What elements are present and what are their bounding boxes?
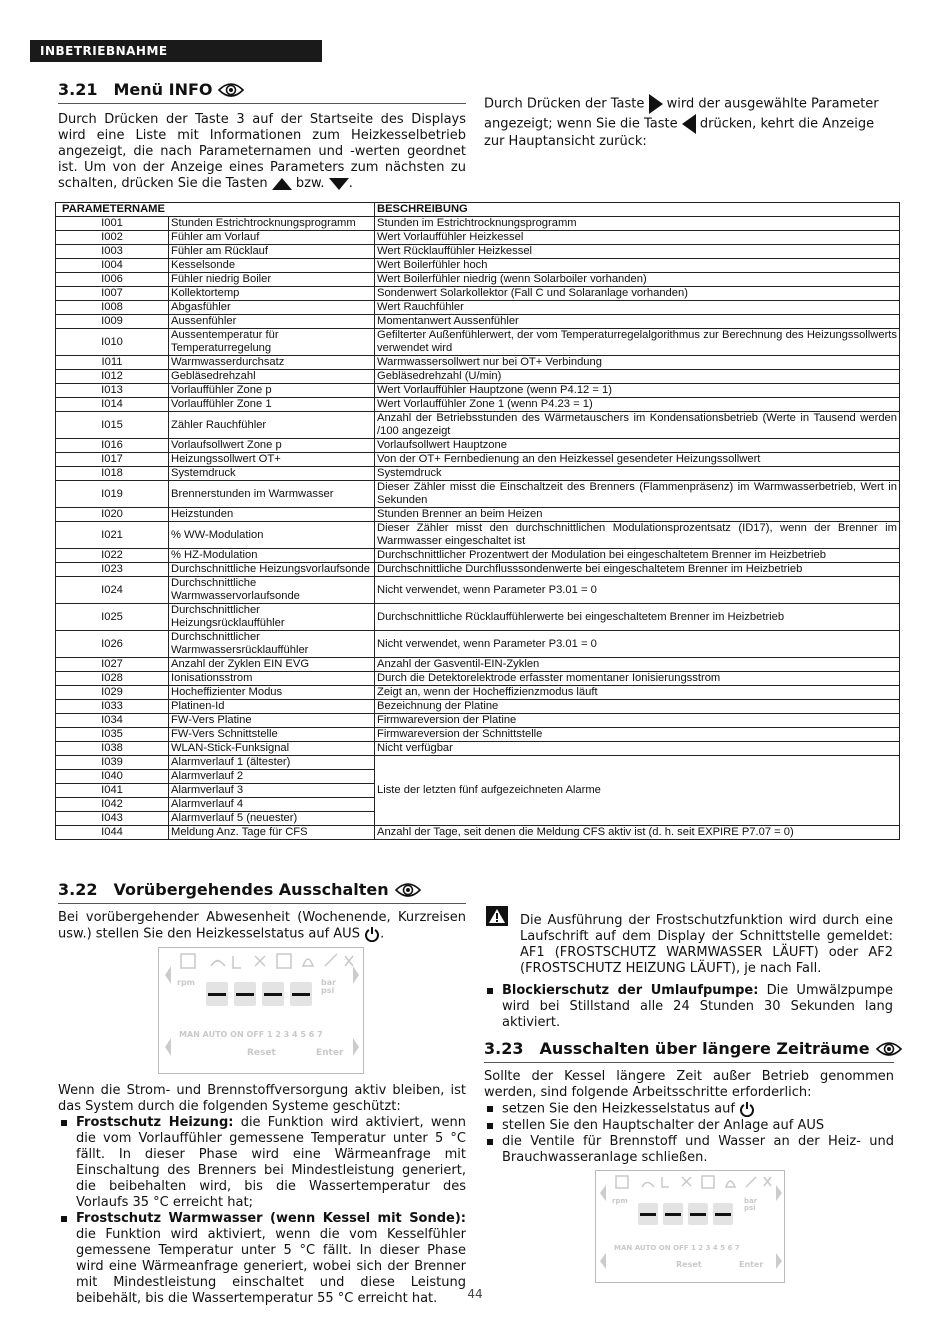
param-code: I015 xyxy=(56,412,169,439)
header-parametername: PARAMETERNAME xyxy=(56,203,375,217)
table-row xyxy=(56,508,900,522)
param-code: I024 xyxy=(56,577,169,604)
param-description: Durch die Detektorelektrode erfasster momentaner Ionisierungsstrom xyxy=(375,672,900,686)
param-name: % WW-Modulation xyxy=(169,522,375,549)
param-name: WLAN-Stick-Funksignal xyxy=(169,742,375,756)
section-3-23-title xyxy=(484,1039,902,1058)
param-code: I009 xyxy=(56,315,169,329)
param-name: Ionisationsstrom xyxy=(169,672,375,686)
arrow-down-icon xyxy=(329,178,349,190)
param-description: Momentanwert Aussenfühler xyxy=(375,315,900,329)
power-icon xyxy=(364,926,380,942)
table-row xyxy=(56,398,900,412)
param-name: Durchschnittliche Warmwasservorlaufsonde xyxy=(169,577,375,604)
bar-label: bar xyxy=(744,1197,758,1205)
param-name: Fühler am Vorlauf xyxy=(169,231,375,245)
nav-text-2: wird der ausgewählte Parameter angezeigt; wenn Sie die Taste xyxy=(484,96,879,132)
param-description: Wert Vorlauffühler Zone 1 (wenn P4.23 = 1) xyxy=(375,398,900,412)
param-description: Gefilterter Außenfühlerwert, der vom Temperaturregelalgorithmus zur Berechnung des Heizungssollwerts verwendet wird xyxy=(375,329,900,356)
section-number: 3.23 xyxy=(484,1039,524,1058)
param-code: I023 xyxy=(56,563,169,577)
table-row xyxy=(56,315,900,329)
table-row xyxy=(56,245,900,259)
param-description: Anzahl der Tage, seit denen die Meldung CFS aktiv ist (d. h. seit EXPIRE P7.07 = 0) xyxy=(375,826,900,840)
section-number: 3.21 xyxy=(58,80,98,99)
bullet-title: Frostschutz Heizung: xyxy=(76,1115,234,1130)
param-description: Nicht verwendet, wenn Parameter P3.01 = 0 xyxy=(375,631,900,658)
table-row xyxy=(56,356,900,370)
pump-list xyxy=(484,983,893,1031)
long-shutdown-intro: Sollte der Kessel längere Zeit außer Betrieb genommen werden, sind folgende Arbeitsschritte erforderlich: xyxy=(484,1069,894,1100)
param-description: Wert Boilerfühler niedrig (wenn Solarboiler vorhanden) xyxy=(375,273,900,287)
boiler-display xyxy=(595,1170,785,1283)
param-description: Anzahl der Gasventil-EIN-Zyklen xyxy=(375,658,900,672)
param-code: I029 xyxy=(56,686,169,700)
auto-label: AUTO xyxy=(634,1244,657,1252)
param-code: I002 xyxy=(56,231,169,245)
param-description: Wert Rauchfühler xyxy=(375,301,900,315)
param-name: Vorlauffühler Zone 1 xyxy=(169,398,375,412)
table-row xyxy=(56,329,900,356)
bullet-text: die Funktion wird aktiviert, wenn die vom Kesselfühler gemessene Temperatur unter 5 °C fällt. In dieser Phase wird eine Wärmeanfrage generiert, wobei sich der Brenner mit Mindestleistung einschaltet und diese Leistung beibehält, bis die Wassertemperatur 55 °C erreicht hat. xyxy=(76,1227,466,1306)
protection-list xyxy=(58,1115,466,1307)
step-text: setzen Sie den Heizkesselstatus auf xyxy=(502,1101,735,1117)
param-code: I035 xyxy=(56,728,169,742)
param-name: Durchschnittlicher Warmwassersrücklauffühler xyxy=(169,631,375,658)
rpm-label: rpm xyxy=(612,1197,628,1205)
auto-label: AUTO xyxy=(202,1030,228,1039)
eye-icon xyxy=(876,1041,902,1057)
param-code: I007 xyxy=(56,287,169,301)
param-description: Dieser Zähler misst die Einschaltzeit des Brenners (Flammenpräsenz) im Warmwasserbetrieb, Wert in Sekunden xyxy=(375,481,900,508)
param-description: Gebläsedrehzahl (U/min) xyxy=(375,370,900,384)
param-code: I033 xyxy=(56,700,169,714)
section-3-21-title xyxy=(58,80,244,99)
table-row xyxy=(56,631,900,658)
section-title-text: Menü INFO xyxy=(113,80,213,99)
param-name: Alarmverlauf 2 xyxy=(169,770,375,784)
param-name: Alarmverlauf 5 (neuester) xyxy=(169,812,375,826)
param-code: I008 xyxy=(56,301,169,315)
temp-shutdown-intro xyxy=(58,910,466,943)
param-name: Kesselsonde xyxy=(169,259,375,273)
param-description: Wert Vorlauffühler Heizkessel xyxy=(375,231,900,245)
reset-button[interactable]: Reset xyxy=(676,1260,702,1269)
param-description: Sondenwert Solarkollektor (Fall C und Solaranlage vorhanden) xyxy=(375,287,900,301)
param-name: Hocheffizienter Modus xyxy=(169,686,375,700)
arrow-right-icon xyxy=(649,94,663,114)
param-code: I042 xyxy=(56,798,169,812)
param-code: I012 xyxy=(56,370,169,384)
warning-icon xyxy=(486,906,508,926)
table-row xyxy=(56,672,900,686)
list-item xyxy=(484,1101,894,1118)
table-row xyxy=(56,577,900,604)
arrow-left-icon xyxy=(682,114,696,134)
table-row xyxy=(56,217,900,231)
param-description: Warmwassersollwert nur bei OT+ Verbindung xyxy=(375,356,900,370)
psi-label: psi xyxy=(321,986,335,995)
intro-text: Durch Drücken der Taste 3 auf der Startseite des Displays wird eine Liste mit Informationen zum Heizkesselbetrieb angezeigt, die nach Parameternamen und -werten geordnet ist. Um von der Anzeige eines Parameters zum nächsten zu schalten, drücken Sie die Tasten xyxy=(58,112,466,191)
param-description: Durchschnittliche Durchflusssondenwerte bei eingeschaltetem Brenner im Heizbetrieb xyxy=(375,563,900,577)
nav-text-3: drücken, kehrt die Anzeige zur Hauptansicht zurück: xyxy=(484,116,875,149)
param-code: I040 xyxy=(56,770,169,784)
param-code: I016 xyxy=(56,439,169,453)
param-name: Brennerstunden im Warmwasser xyxy=(169,481,375,508)
param-name: % HZ-Modulation xyxy=(169,549,375,563)
section-rule xyxy=(484,1062,894,1063)
table-row xyxy=(56,826,900,840)
param-name: Kollektortemp xyxy=(169,287,375,301)
step-text: die Ventile für Brennstoff und Wasser an der Heiz- und Brauchwasseranlage schließen. xyxy=(502,1133,894,1165)
lcd-digits xyxy=(636,1201,736,1227)
param-code: I004 xyxy=(56,259,169,273)
param-description: Von der OT+ Fernbedienung an den Heizkessel gesendeter Heizungssollwert xyxy=(375,453,900,467)
param-description: Systemdruck xyxy=(375,467,900,481)
table-row xyxy=(56,728,900,742)
param-name: Alarmverlauf 4 xyxy=(169,798,375,812)
shutdown-steps xyxy=(484,1101,894,1166)
param-description: Durchschnittlicher Prozentwert der Modulation bei eingeschaltetem Brenner im Heizbetrieb xyxy=(375,549,900,563)
param-name: Fühler am Rücklauf xyxy=(169,245,375,259)
param-code: I010 xyxy=(56,329,169,356)
param-code: I022 xyxy=(56,549,169,563)
param-code: I006 xyxy=(56,273,169,287)
param-code: I027 xyxy=(56,658,169,672)
param-name: Vorlaufsollwert Zone p xyxy=(169,439,375,453)
table-row xyxy=(56,231,900,245)
bullet-text: Die Umwälzpumpe wird bei Stillstand alle 24 Stunden 30 Sekunden lang aktiviert. xyxy=(502,983,893,1030)
table-row xyxy=(56,370,900,384)
param-name: Gebläsedrehzahl xyxy=(169,370,375,384)
table-row xyxy=(56,439,900,453)
parameter-table xyxy=(55,202,900,840)
param-code: I017 xyxy=(56,453,169,467)
bar-label: bar xyxy=(321,978,337,987)
table-row xyxy=(56,259,900,273)
param-code: I034 xyxy=(56,714,169,728)
enter-button[interactable]: Enter xyxy=(739,1260,764,1269)
table-row xyxy=(56,287,900,301)
protection-intro: Wenn die Strom- und Brennstoffversorgung aktiv bleiben, ist das System durch die folgenden Systeme geschützt: xyxy=(58,1083,466,1114)
section-header-bar xyxy=(30,40,322,62)
param-name: Heizstunden xyxy=(169,508,375,522)
param-description: Durchschnittliche Rücklauffühlerwerte bei eingeschaltetem Brenner im Heizbetrieb xyxy=(375,604,900,631)
param-code: I001 xyxy=(56,217,169,231)
param-name: Durchschnittlicher Heizungsrücklauffühler xyxy=(169,604,375,631)
param-code: I011 xyxy=(56,356,169,370)
param-name: Platinen-Id xyxy=(169,700,375,714)
table-header-row xyxy=(56,203,900,217)
param-code: I039 xyxy=(56,756,169,770)
param-name: Aussentemperatur für Temperaturregelung xyxy=(169,329,375,356)
enter-button[interactable]: Enter xyxy=(316,1048,344,1058)
section-label: INBETRIEBNAHME xyxy=(40,44,168,58)
table-row xyxy=(56,412,900,439)
display-mode-row xyxy=(179,1030,323,1039)
param-code: I044 xyxy=(56,826,169,840)
param-name: Stunden Estrichtrocknungsprogramm xyxy=(169,217,375,231)
bullet-title: Frostschutz Warmwasser (wenn Kessel mit Sonde): xyxy=(76,1211,466,1226)
rpm-label: rpm xyxy=(177,978,196,987)
param-description: Wert Boilerfühler hoch xyxy=(375,259,900,273)
param-description: Firmwareversion der Platine xyxy=(375,714,900,728)
table-row xyxy=(56,604,900,631)
param-name: Vorlauffühler Zone p xyxy=(169,384,375,398)
section-rule xyxy=(58,903,466,904)
table-row xyxy=(56,481,900,508)
param-description: Stunden im Estrichtrocknungsprogramm xyxy=(375,217,900,231)
param-name: Durchschnittliche Heizungsvorlaufsonde xyxy=(169,563,375,577)
table-row xyxy=(56,563,900,577)
param-code: I019 xyxy=(56,481,169,508)
header-beschreibung: BESCHREIBUNG xyxy=(375,203,900,217)
param-code: I020 xyxy=(56,508,169,522)
bullet-title: Blockierschutz der Umlaufpumpe: xyxy=(502,983,759,998)
param-code: I014 xyxy=(56,398,169,412)
on-off-label: ON OFF xyxy=(658,1244,689,1252)
param-description: Firmwareversion der Schnittstelle xyxy=(375,728,900,742)
list-item xyxy=(484,1134,894,1166)
table-row xyxy=(56,301,900,315)
lcd-digits xyxy=(204,980,314,1008)
info-menu-intro xyxy=(58,112,466,192)
param-description: Wert Vorlauffühler Hauptzone (wenn P4.12 = 1) xyxy=(375,384,900,398)
param-name: Anzahl der Zyklen EIN EVG xyxy=(169,658,375,672)
param-code: I026 xyxy=(56,631,169,658)
man-label: MAN xyxy=(179,1030,200,1039)
page-number: 44 xyxy=(467,1287,483,1301)
list-item xyxy=(484,1118,894,1134)
arrow-up-icon xyxy=(272,178,292,190)
table-row xyxy=(56,273,900,287)
param-code: I021 xyxy=(56,522,169,549)
param-description: Bezeichnung der Platine xyxy=(375,700,900,714)
param-description: Zeigt an, wenn der Hocheffizienzmodus läuft xyxy=(375,686,900,700)
man-label: MAN xyxy=(614,1244,633,1252)
param-name: Alarmverlauf 1 (ältester) xyxy=(169,756,375,770)
list-item xyxy=(58,1115,466,1211)
table-row xyxy=(56,384,900,398)
info-menu-navigation xyxy=(484,94,894,150)
param-name: FW-Vers Schnittstelle xyxy=(169,728,375,742)
psi-label: psi xyxy=(744,1204,756,1212)
display-mode-row xyxy=(614,1244,740,1252)
table-body xyxy=(56,217,900,840)
boiler-display xyxy=(158,947,364,1074)
section-3-22-title xyxy=(58,880,421,899)
param-name: Abgasfühler xyxy=(169,301,375,315)
param-code: I018 xyxy=(56,467,169,481)
param-name: FW-Vers Platine xyxy=(169,714,375,728)
param-code: I038 xyxy=(56,742,169,756)
param-name: Heizungssollwert OT+ xyxy=(169,453,375,467)
param-name: Aussenfühler xyxy=(169,315,375,329)
param-code: I041 xyxy=(56,784,169,798)
table-row xyxy=(56,549,900,563)
section-title-text: Vorübergehendes Ausschalten xyxy=(113,880,389,899)
section-title-text: Ausschalten über längere Zeiträume xyxy=(539,1039,870,1058)
table-row xyxy=(56,756,900,770)
table-row xyxy=(56,467,900,481)
param-description: Vorlaufsollwert Hauptzone xyxy=(375,439,900,453)
nav-text-1: Durch Drücken der Taste xyxy=(484,96,645,112)
section-number: 3.22 xyxy=(58,880,98,899)
param-description: Wert Rücklauffühler Heizkessel xyxy=(375,245,900,259)
table-row xyxy=(56,714,900,728)
bzw-text: bzw. xyxy=(295,176,325,191)
table-row xyxy=(56,522,900,549)
power-icon xyxy=(739,1101,755,1117)
reset-button[interactable]: Reset xyxy=(247,1048,276,1058)
param-name: Meldung Anz. Tage für CFS xyxy=(169,826,375,840)
param-code: I003 xyxy=(56,245,169,259)
table-row xyxy=(56,742,900,756)
intro-text: Bei vorübergehender Abwesenheit (Wochenende, Kurzreisen usw.) stellen Sie den Heizkesselstatus auf AUS xyxy=(58,910,466,942)
section-rule xyxy=(58,103,466,104)
on-off-label: ON OFF xyxy=(230,1030,265,1039)
step-text: stellen Sie den Hauptschalter der Anlage auf AUS xyxy=(502,1117,825,1133)
param-name: Warmwasserdurchsatz xyxy=(169,356,375,370)
param-name: Systemdruck xyxy=(169,467,375,481)
param-name: Alarmverlauf 3 xyxy=(169,784,375,798)
day-digits: 1 2 3 4 5 6 7 xyxy=(690,1244,740,1252)
param-code: I025 xyxy=(56,604,169,631)
table-row xyxy=(56,700,900,714)
table-row xyxy=(56,453,900,467)
period-text: . xyxy=(380,926,385,942)
param-description: Nicht verwendet, wenn Parameter P3.01 = 0 xyxy=(375,577,900,604)
param-description: Stunden Brenner an beim Heizen xyxy=(375,508,900,522)
param-description: Nicht verfügbar xyxy=(375,742,900,756)
param-code: I043 xyxy=(56,812,169,826)
period-text: . xyxy=(348,176,353,191)
alarm-history-description: Liste der letzten fünf aufgezeichneten Alarme xyxy=(375,756,900,826)
param-name: Fühler niedrig Boiler xyxy=(169,273,375,287)
table-row xyxy=(56,686,900,700)
param-name: Zähler Rauchfühler xyxy=(169,412,375,439)
param-code: I028 xyxy=(56,672,169,686)
eye-icon xyxy=(218,82,244,98)
list-item xyxy=(484,983,893,1031)
param-code: I013 xyxy=(56,384,169,398)
bullet-text: die Funktion wird aktiviert, wenn die vom Vorlauffühler gemessene Temperatur unter 5 °C fällt. In dieser Phase wird eine Wärmeanfrage mit Einschaltung des Brenners bei Mindestleistung generiert, die beibehalten wird, bis die Wassertemperatur des Vorlaufs 35 °C erreicht hat; xyxy=(76,1115,466,1210)
param-description: Anzahl der Betriebsstunden des Wärmetauschers im Kondensationsbetrieb (Werte in Tausend werden /100 angezeigt xyxy=(375,412,900,439)
eye-icon xyxy=(395,882,421,898)
param-description: Dieser Zähler misst den durchschnittlichen Modulationsprozentsatz (ID17), wenn der Brenner im Warmwasser eingeschaltet ist xyxy=(375,522,900,549)
frost-warning-text: Die Ausführung der Frostschutzfunktion wird durch eine Laufschrift auf dem Display der Schnittstelle gemeldet: AF1 (FROSTSCHUTZ WARMWASSER LÄUFT) oder AF2 (FROSTSCHUTZ HEIZUNG LÄUFT), je nach Fall. xyxy=(520,913,893,976)
day-digits: 1 2 3 4 5 6 7 xyxy=(266,1030,323,1039)
table-row xyxy=(56,658,900,672)
